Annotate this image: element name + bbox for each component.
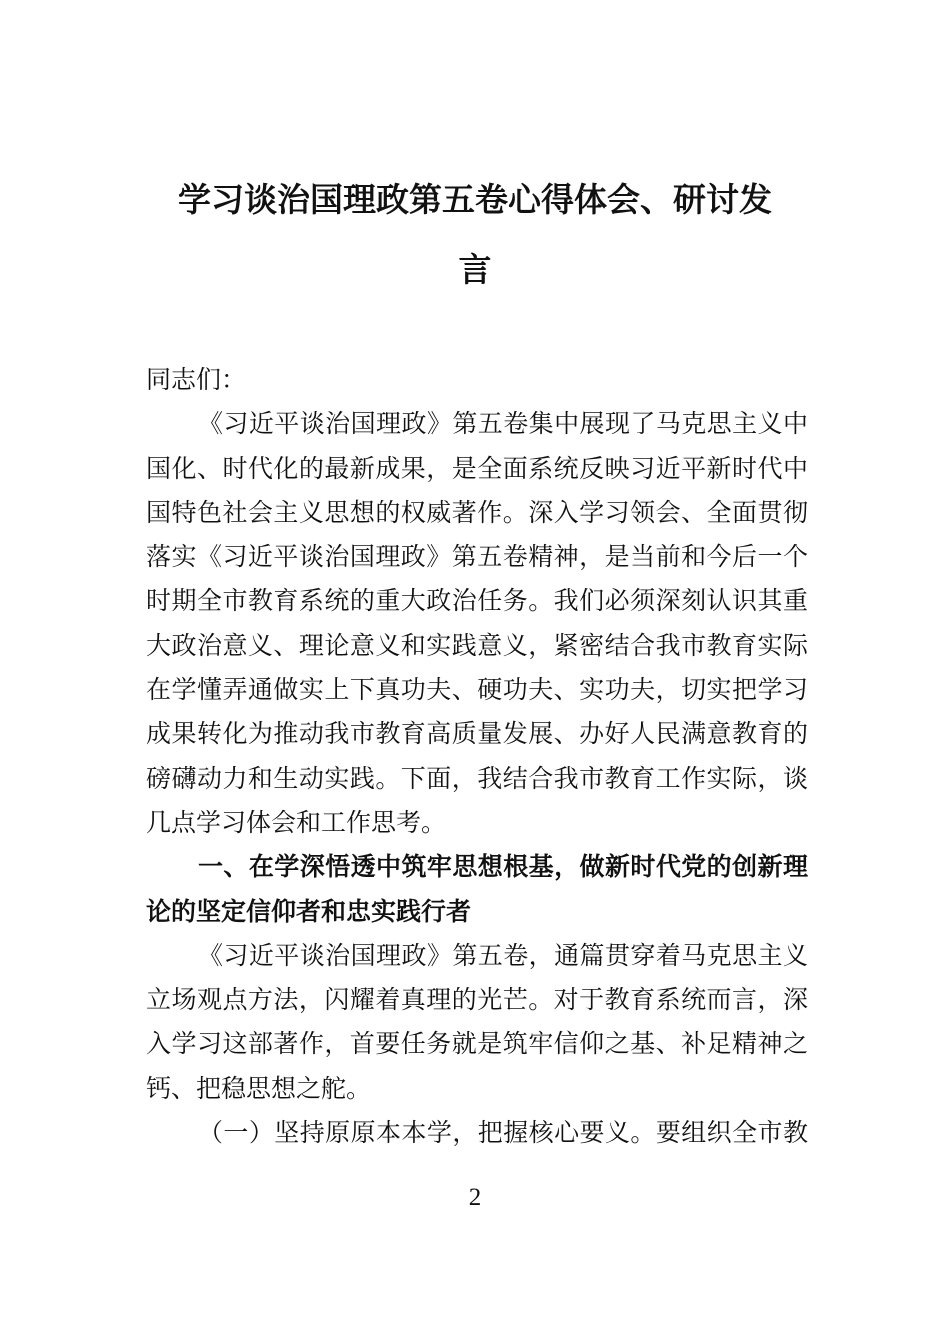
document-title-line-2: 言: [458, 250, 492, 289]
paragraph-line: 成果转化为推动我市教育高质量发展、办好人民满意教育的: [146, 719, 808, 749]
paragraph-line: 立场观点方法，闪耀着真理的光芒。对于教育系统而言，深: [146, 985, 808, 1015]
document-body: [146, 358, 808, 1155]
paragraph-line: 磅礴动力和生动实践。下面，我结合我市教育工作实际，谈: [146, 763, 808, 793]
salutation: 同志们：: [146, 365, 247, 394]
section-heading-line: 一、在学深悟透中筑牢思想根基，做新时代党的创新理: [198, 852, 808, 882]
section-heading-line: 论的坚定信仰者和忠实践行者: [146, 896, 472, 926]
document-title-line-1: 学习谈治国理政第五卷心得体会、研讨发: [178, 180, 772, 219]
paragraph-line: 《习近平谈治国理政》第五卷集中展现了马克思主义中: [198, 409, 808, 439]
paragraph-line: 国化、时代化的最新成果，是全面系统反映习近平新时代中: [146, 453, 808, 483]
page-number: 2: [468, 1184, 482, 1211]
paragraph-line: 国特色社会主义思想的权威著作。深入学习领会、全面贯彻: [146, 497, 808, 527]
paragraph-line: （一）坚持原原本本学，把握核心要义。要组织全市教: [198, 1118, 808, 1148]
paragraph-line: 在学懂弄通做实上下真功夫、硬功夫、实功夫，切实把学习: [146, 675, 808, 705]
paragraph-line: 落实《习近平谈治国理政》第五卷精神，是当前和今后一个: [146, 542, 808, 572]
paragraph-line: 钙、把稳思想之舵。: [146, 1073, 372, 1103]
paragraph-line: 《习近平谈治国理政》第五卷，通篇贯穿着马克思主义: [198, 940, 808, 970]
paragraph-line: 几点学习体会和工作思考。: [146, 807, 447, 837]
paragraph-line: 入学习这部著作，首要任务就是筑牢信仰之基、补足精神之: [146, 1029, 808, 1059]
paragraph-line: 大政治意义、理论意义和实践意义，紧密结合我市教育实际: [146, 630, 808, 660]
paragraph-line: 时期全市教育系统的重大政治任务。我们必须深刻认识其重: [146, 586, 808, 616]
